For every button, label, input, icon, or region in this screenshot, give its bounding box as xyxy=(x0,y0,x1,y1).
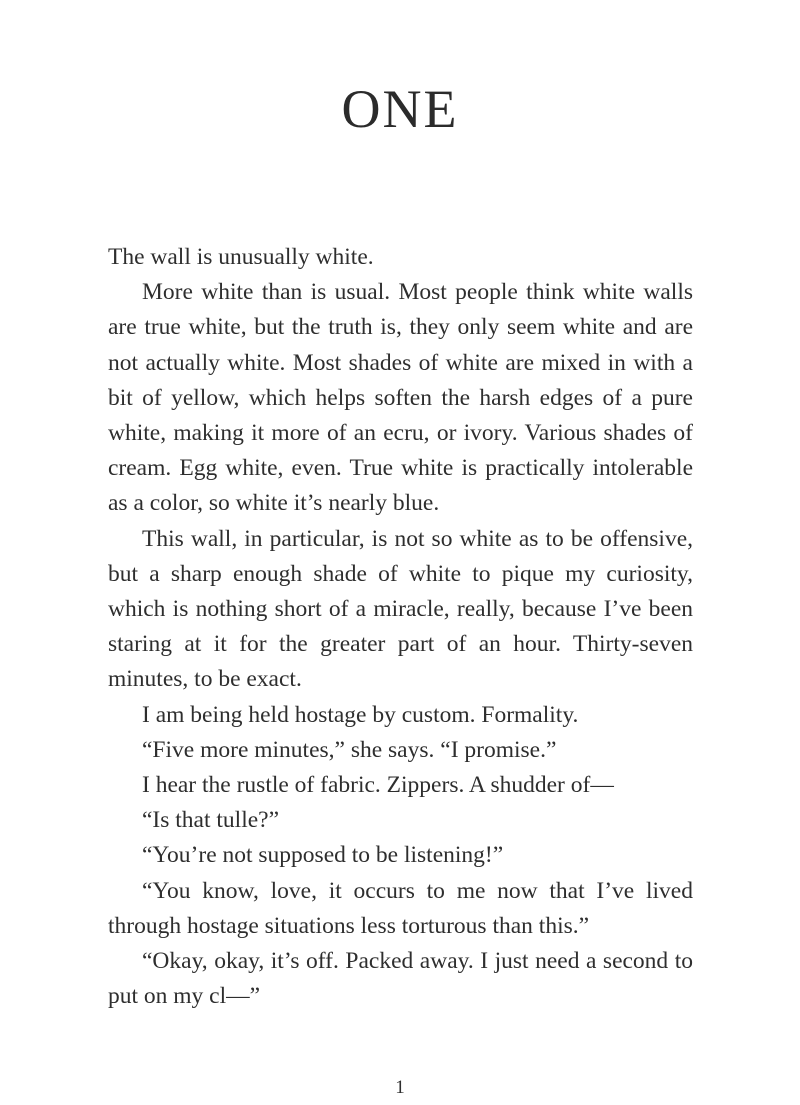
paragraph: “You’re not supposed to be listening!” xyxy=(142,842,504,869)
chapter-title: ONE xyxy=(341,79,459,139)
paragraph: “Five more minutes,” she says. “I promise.” xyxy=(142,736,557,763)
paragraph: “You know, love, it occurs to me now that I’ve lived through hostage situations less torturous than this.” xyxy=(108,877,693,939)
paragraph: More white than is usual. Most people think white walls are true white, but the truth is, they only seem white and are not actually white. Most shades of white are mixed in with a bit of yellow, which helps soften the harsh edges of a pure white, making it more of an ecru, or ivory. Various shades of cream. Egg white, even. True white is practically intolerable as a color, so white it’s nearly blue. xyxy=(108,279,693,517)
paragraph: I hear the rustle of fabric. Zippers. A shudder of— xyxy=(142,772,614,799)
paragraph: This wall, in particular, is not so white as to be offensive, but a sharp enough shade of white to pique my curiosity, which is nothing short of a miracle, really, because I’ve been staring at it for the greater part of an hour. Thirty-seven minutes, to be exact. xyxy=(108,525,693,693)
body-text xyxy=(108,240,693,1014)
page-number: 1 xyxy=(395,1077,405,1098)
paragraph: The wall is unusually white. xyxy=(108,244,374,270)
paragraph: “Okay, okay, it’s off. Packed away. I just need a second to put on my cl—” xyxy=(108,948,693,1010)
paragraph: I am being held hostage by custom. Formality. xyxy=(142,701,579,728)
paragraph: “Is that tulle?” xyxy=(142,807,280,834)
